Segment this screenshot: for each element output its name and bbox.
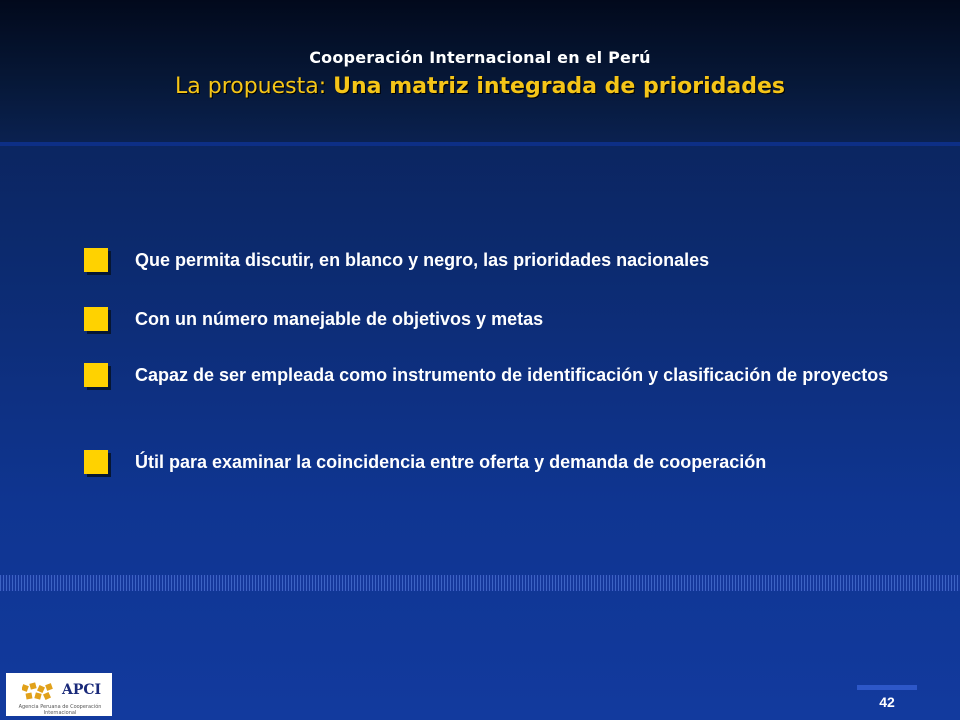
- slide-title: [0, 74, 960, 99]
- bullet-square-icon: [84, 307, 108, 331]
- slide-supertitle: Cooperación Internacional en el Perú: [309, 48, 651, 67]
- apci-emblem-icon: [22, 681, 58, 701]
- page-number: 42: [879, 694, 895, 710]
- header-divider: [0, 142, 960, 146]
- apci-logo: [6, 673, 112, 716]
- bullet-text: Útil para examinar la coincidencia entre oferta y demanda de cooperación: [135, 452, 767, 472]
- header-band: [0, 0, 960, 142]
- page-number-bar: [857, 685, 917, 690]
- bullet-square-icon: [84, 363, 108, 387]
- logo-text: APCI: [62, 682, 102, 698]
- bullet-text: Con un número manejable de objetivos y metas: [135, 309, 544, 329]
- bullet-square-icon: [84, 450, 108, 474]
- logo-subtitle: Agencia Peruana de Cooperación Internacional: [18, 704, 102, 716]
- slide-title-prefix: La propuesta:: [175, 74, 327, 99]
- bullet-text: Capaz de ser empleada como instrumento de identificación y clasificación de proyectos: [135, 365, 889, 385]
- bullet-text: Que permita discutir, en blanco y negro, las prioridades nacionales: [135, 250, 710, 270]
- decorative-stripe: [0, 575, 960, 591]
- bullet-square-icon: [84, 248, 108, 272]
- slide-title-main: Una matriz integrada de prioridades: [333, 74, 785, 99]
